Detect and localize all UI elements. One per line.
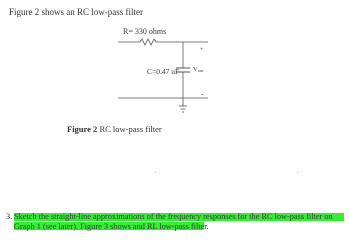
output-voltage-subscript: out: [197, 68, 204, 73]
task-line-2: Graph 1 (see later). Figure 3 shows and RL low-pass filter.: [14, 221, 209, 231]
output-plus-sign: +: [200, 47, 204, 53]
faint-dot-2: [297, 172, 298, 173]
output-voltage-label: Vout: [193, 66, 204, 73]
task-line-1-text: Sketch the straight-line approximations of the frequency responses for the RC low-pass filter on: [14, 212, 333, 221]
figure-caption: [67, 124, 162, 134]
resistor-symbol: [140, 39, 156, 45]
faint-dot-1: [155, 172, 156, 173]
output-minus-sign: -: [201, 90, 204, 98]
resistor-label: R= 330 ohms: [123, 27, 167, 36]
task-paragraph: [6, 212, 344, 231]
figure-caption-label: Figure 2: [67, 124, 98, 134]
task-line-1: [6, 212, 344, 222]
intro-paragraph: Figure 2 shows an RC low-pass filter: [9, 7, 143, 17]
task-number: 3.: [6, 212, 13, 221]
figure-caption-text: RC low-pass filter: [97, 124, 162, 134]
capacitor-label: C=0.47 uF: [147, 67, 180, 76]
